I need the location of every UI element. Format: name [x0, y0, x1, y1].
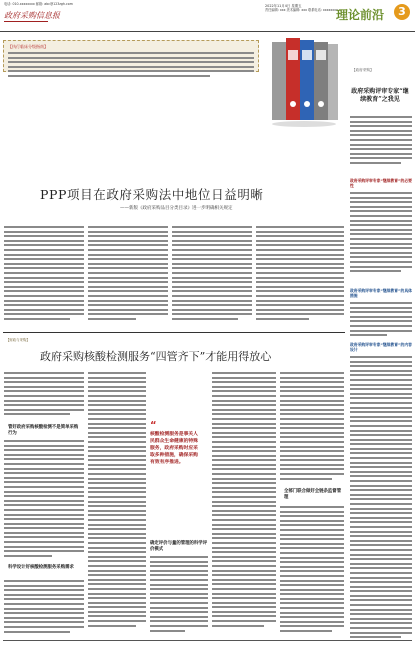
- editor-note-tag: 【执行临床分级指南】: [8, 44, 48, 49]
- pull-quote-text: 核酸检测服务是事关人民群众生命健康的特殊服务，政府采购时应采取多种措施，确保采购有效有序推进。: [150, 432, 198, 465]
- contact-line: 电话: 010-xxxxxxxx 邮箱: abc@123zgh.com: [4, 2, 73, 6]
- quote-mark-icon: “: [150, 420, 157, 431]
- right-column-intro: [350, 116, 412, 172]
- article1-column1: [4, 226, 84, 328]
- right-column-title: 政府采购评审专家“继续教育”之我见: [351, 88, 409, 103]
- masthead: [0, 0, 415, 32]
- right-column-section-3: [350, 356, 412, 640]
- subhead-4: 全部门联合做好全链条监督管理: [284, 489, 342, 500]
- subhead-2: 科学设计好核酸检测服务采购需求: [8, 565, 74, 570]
- section2-column3-body: [150, 556, 208, 636]
- section2-tag: 【财政与采购】: [6, 338, 30, 342]
- section2-column1-body: [4, 440, 84, 560]
- hero-subtitle: ——新版《政府采购品目分类目录》进一步明确相关规定: [120, 206, 233, 211]
- section2-column4: [212, 372, 276, 636]
- right-column-subhead-1: 政府采购评审专家“继续教育”的必要性: [350, 178, 412, 188]
- right-column-section-1: [350, 192, 412, 282]
- article1-column3: [172, 226, 252, 328]
- right-column: [348, 32, 412, 644]
- editor-note-box: [3, 40, 259, 72]
- hero-headline: PPP项目在政府采购法中地位日益明晰: [40, 187, 264, 202]
- section2-column1-body-2: [4, 580, 84, 636]
- section-title: 理论前沿: [336, 8, 385, 22]
- right-column-section-2: [350, 302, 412, 338]
- logo-rule: [4, 21, 48, 22]
- page-number-badge: 3: [394, 4, 410, 20]
- editor-line: 责任编辑: xxx 美术编辑: xxx 联系电话: xxxxxxxx: [265, 8, 338, 12]
- section2-column2: [88, 372, 146, 636]
- issue-date: 2022年11月4日 星期五: [265, 4, 302, 8]
- section2-column5-top: [280, 372, 344, 482]
- section2-headline: 政府采购核酸检测服务“四管齐下”才能用得放心: [40, 350, 272, 363]
- newspaper-logo: 政府采购信息报: [4, 11, 60, 20]
- section-divider: [3, 332, 345, 333]
- section2-column1-intro: [4, 372, 84, 420]
- subhead-1: 管好政府采购核酸检测不是简单采购行为: [8, 425, 79, 436]
- right-column-subhead-3: 政府采购评审专家“继续教育”的内容设计: [350, 342, 412, 352]
- binders-illustration: [264, 32, 342, 128]
- right-column-header: 【政府采购】: [352, 68, 374, 72]
- article1-column2: [88, 226, 168, 328]
- subhead-3: 确定评价与量的管理的科学评价模式: [150, 541, 208, 552]
- pull-quote: [150, 420, 202, 520]
- footer-rule: [3, 640, 412, 641]
- right-column-subhead-2: 政府采购评审专家“继续教育”的具体措施: [350, 288, 412, 298]
- article1-column4: [256, 226, 344, 328]
- editor-note-text: [8, 52, 254, 77]
- section2-column5-bottom: [280, 506, 344, 636]
